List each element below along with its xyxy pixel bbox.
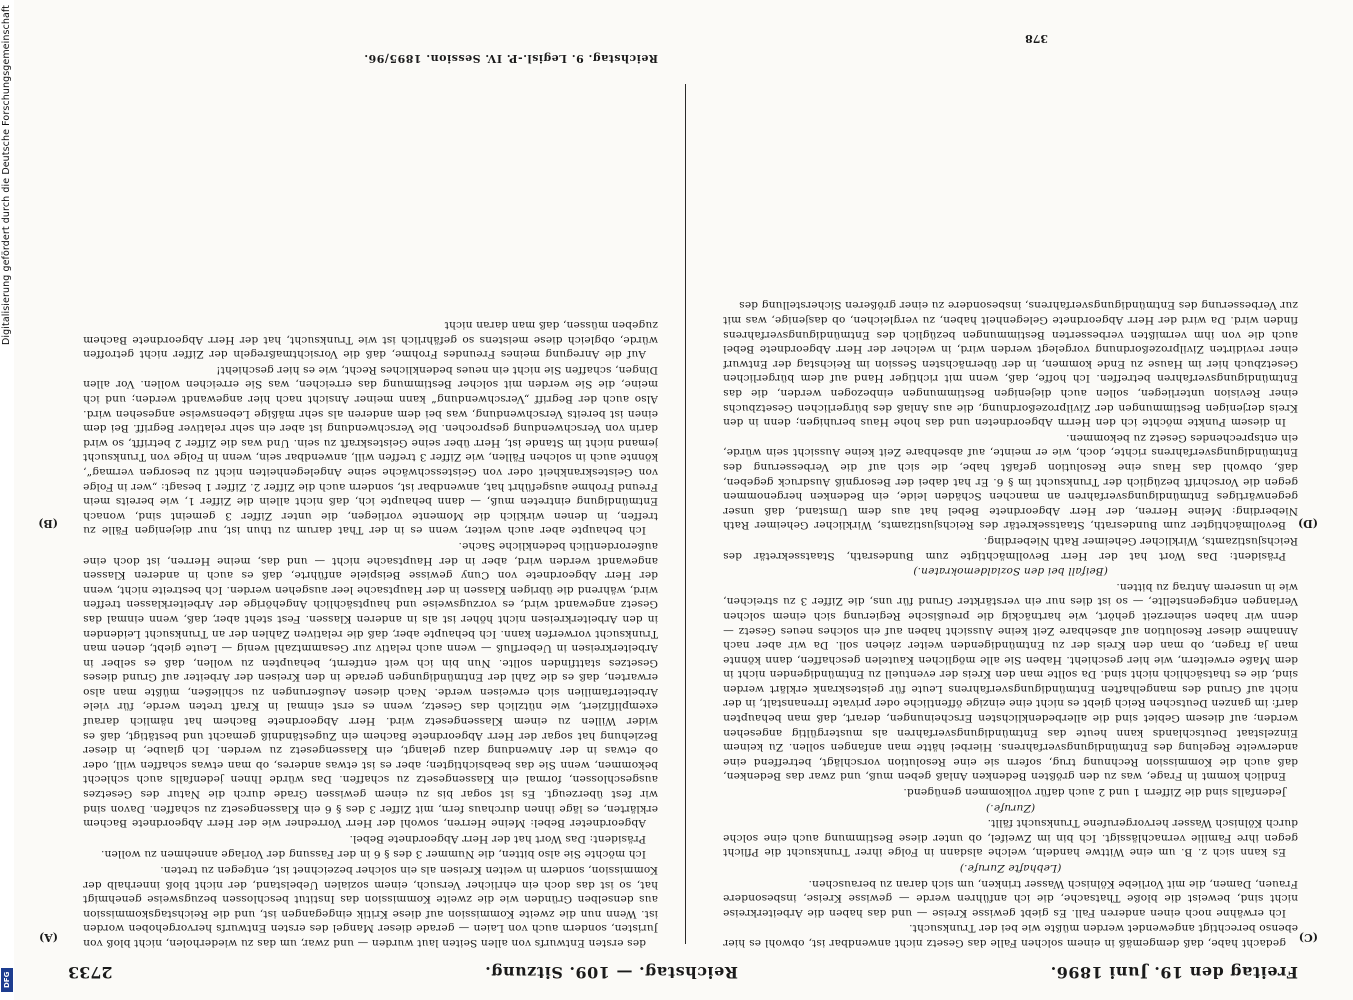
- dfg-logo: DFG: [1, 968, 13, 992]
- margin-mark-c: (C): [1298, 931, 1318, 944]
- paragraph: Es kann sich z. B. um eine Wittwe handeln, welche alsdann in Folge ihrer Trunksucht die Pflicht gegen ihre Familie vernachlässigt. Ich bin im Zweifel, ob unter diese Bestimmung auch eine solche durch Kölnisch Wasser hervorgerufene Trunksucht fällt.: [723, 817, 1298, 859]
- header-date: Freitag den 19. Juni 1896.: [1050, 963, 1298, 982]
- paragraph: Präsident: Das Wort hat der Herr Abgeordnete Bebel.: [349, 832, 646, 845]
- margin-mark-a: (A): [39, 931, 58, 944]
- text-column-left: [723, 70, 1298, 950]
- paragraph: Jedenfalls sind die Ziffern 1 und 2 auch dafür vollkommen genügend.: [903, 786, 1286, 799]
- paragraph: des ersten Entwurfs von allen Seiten laut wurden — und zwar, um das zu wiederholen, nicht bloß von Juristen, sondern auch von Laien — gerade dieser Mangel des ersten Entwurfs hervorgehoben worden ist. Wenn nun die zweite Kommission auf diese Kritik eingegangen ist, und die Reichstagskommission aus denselben Gründen wie die zweite Kommission das Institut beschlossen bezugsweise genehmigt hat, so ist das doch ein ehrlicher Versuch, einem sozialen Uebelstand, der nicht bloß innerhalb der Kommission, sondern in weiten Kreisen als ein solcher bezeichnet ist, entgegen zu treten.: [83, 864, 658, 949]
- margin-mark-b: (B): [38, 517, 58, 530]
- paragraph: Endlich kommt in Frage, was zu den größten Bedenken Anlaß geben muß, und zwar das Bedenken, daß auch die Kommission Rechnung trug, sofern sie eine Resolution vorschlägt, betreffend eine anderweite Regelung des Entmündigungsverfahrens. Hierbei hätte man anfangen sollen. Zu keinem Einzelstaat Deutschlands kann heute das Entmündigungsverfahren als mustergültig angesehen werden; auf diesem Gebiet sind die allerbedenklichsten Erscheinungen, derart, daß man behaupten darf: im ganzen Deutschen Reich giebt es nicht eine einzige öffentliche oder private Irrenanstalt, in der nicht auf Grund des mangelhaften Entmündigungsverfahrens Leute für geisteskrank erklärt werden sind, die es thatsächlich nicht sind. Da sollte man den Kreis der eventuell zu Entmündigenden nicht in dem Maße erweitern, wie hier geschieht. Haben Sie alle möglichen Kautelen geschaffen, dann könnte man ja fragen, ob man den Kreis der zu Entmündigenden weiter ziehen soll. Da wir aber nach Annahme dieser Resolution auf absehbare Zeit keine Aussicht haben auf ein solches neues Gesetz — denn wir haben seinerzeit gehört, wie hartnäckig die preußische Regierung sich einem solchen Verlangen entgegenstellte, — so ist dies nur ein verstärkter Grund für uns, die Ziffer 3 zu streichen, wie in unserem Antrag zu bitten.: [723, 580, 1298, 783]
- paragraph: Bevollmächtigter zum Bundesrath, Staatssekretär des Reichsjustizamts, Wirklicher Geheimer Rath Nieberding: Meine Herren, der Herr Abgeordnete Bebel hat aus dem Umstand, daß unser gegenwärtiges Entmündigungsverfahren an manchen Schäden leide, ein Bedenken hergenommen gegen die Vorschrift bezüglich der Trunksucht im § 6. Er hat dabei der Besorgniß Ausdruck gegeben, daß, obwohl das Haus eine Resolution gefaßt habe, die sich auf die Verbesserung des Entmündigungsverfahrens richte, doch, wie er meinte, auf absehbare Zeit keine Aussicht sein würde, ein entsprechendes Gesetz zu bekommen.: [723, 431, 1298, 532]
- interjection: (Beifall bei den Sozialdemokraten.): [913, 565, 1108, 578]
- footer-source-line: Reichstag. 9. Legisl.-P. IV. Session. 1895/96.: [363, 52, 658, 65]
- paragraph: gedacht habe, daß demgemäß in einem solchen Falle das Gesetz nicht anwendbar ist, obwohl es hier ebenso berechtigt angewendet werden müßte wie bei der Trunksucht.: [723, 922, 1298, 949]
- text-column-right: [83, 70, 658, 950]
- interjection: (Zurufe.): [985, 801, 1036, 814]
- page-header: [68, 954, 1298, 982]
- header-title: Reichstag. — 109. Sitzung.: [484, 963, 738, 982]
- column-divider: [685, 84, 686, 944]
- rotated-newspaper-page: [8, 12, 1348, 990]
- paragraph: In diesem Punkte möchte ich den Herrn Abgeordneten und das hohe Haus beruhigen; denn in den Kreis derjenigen Bestimmungen der Zivilprozeßordnung, die aus Anlaß des bürgerlichen Gesetzbuchs einer Revision unterliegen, sollen auch diejenigen Bestimmungen einbezogen werden, die das Entmündigungsverfahren betreffen. Ich hoffe, daß, wenn mit richtiger Hand auf dem bürgerlichen Gesetzbuch hier im Hause zu Ende kommen, in der übernächsten Session im Reichstag der Entwurf einer revidirten Zivilprozeßordnung vorgelegt werden wird, in welcher der Herr Abgeordnete Bebel auch die von ihm vermißten verbesserten Bestimmungen bezüglich des Entmündigungsverfahrens finden wird. Da wird der Herr Abgeordnete Gelegenheit haben, zu vergleichen, ob dasjenige, was mit zur Verbesserung des Entmündigungsverfahrens, insbesondere zu einer größeren Sicherstellung des: [723, 299, 1298, 429]
- header-page-number: 2733: [68, 963, 113, 982]
- interjection: (Lebhafte Zurufe.): [959, 862, 1062, 875]
- paragraph: Ich behaupte aber auch weiter, wenn es in der That darum zu thun ist, nur diejenigen Fälle zu treffen, in denen wirklich die Momente vorliegen, die unter Ziffer 3 gemeint sind, wonach Entmündigung eintreten muß, — dann behaupte ich, daß nicht allein die Ziffer 1, wie bereits mein Freund Frohme ausgeführt hat, anwendbar ist, sondern auch die Ziffer 2. Ziffer 1 besagt: „wer in Folge von Geisteskrankheit oder von Geistesschwäche seine Angelegenheiten nicht zu besorgen vermag“, könnte auch in solchen Fällen, wie Ziffer 3 treffen will, anwendbar sein, wenn in Folge von Trunksucht jemand nicht im Stande ist, Herr über seine Geisteskraft zu sein. Und was die Ziffer 2 betrifft, so wird darin von Verschwendung gesprochen. Die Verschwendung ist aber ein sehr relativer Begriff. Bei dem einen ist bereits Verschwendung, was bei dem anderen als sehr mäßige Lebensweise angesehen wird. Also auch der Begriff „Verschwendung“ kann meiner Ansicht nach hier angewandt werden; und ich meine, die Sie werden mit solcher Bestimmung das erreichen, was Sie erreichen wollen. Vor allen Dingen, schaffen Sie nicht ein neues bedenkliches Recht, wie es hier geschieht!: [83, 363, 658, 537]
- paragraph: Ich erwähne noch einen anderen Fall. Es giebt gewisse Kreise — und das haben die Arbeiterkreise nicht sind, beweist die bloße Thatsache, die ich anführen werde — gewisse Kreise, insbesondere Frauen, Damen, die mit Vorliebe Kölnisch Wasser trinken, um sich daran zu berauschen.: [723, 877, 1298, 919]
- paragraph: Auf die Anregung meines Freundes Frohme, daß die Vorsichtmaßregeln der Ziffer nicht getroffen würde, obgleich diese meistens so gefährlich ist wie Trunksucht, hat der Herr Abgeordnete Bachem zugeben müssen, daß man daran nicht: [83, 319, 658, 361]
- paragraph: Abgeordneter Bebel: Meine Herren, sowohl der Herr Vorredner wie der Herr Abgeordnete Bachem erklärten, es läge ihnen durchaus fern, mit Ziffer 3 des § 6 ein Klassengesetz zu schaffen. Davon sind wir fest überzeugt. Es ist sogar bis zu einem gewissen Grade durch die Natur des Gesetzes ausgeschlossen, formal ein Klassengesetz zu schaffen. Das würde Ihnen jedenfalls auch schlecht bekommen, wenn Sie das beabsichtigten; aber es ist etwas anderes, ob man etwas schaffen will, oder ob etwas in der Anwendung dazu gelangt, ein Klassengesetz zu werden. Ich glaube, in dieser Beziehung hat sogar der Herr Abgeordnete Bachem ein Zugeständniß gemacht und bestätigt, daß es wider Willen zu einem Klassengesetz wird. Herr Abgeordnete Bachem hat nämlich darauf exemplifiziert, wie nützlich das Gesetz, wenn es erst einmal in Kraft treten werde, für viele Arbeiterfamilien sich erweisen werde. Nach diesen Aeußerungen zu schließen, müßte man also erwarten, daß es die Zahl der Entmündigungen gerade in den Kreisen der Arbeiter auf Grund dieses Gesetzes stattfinden sollte. Nun bin ich weit entfernt, behaupten zu wollen, daß es selber in Arbeiterkreisen in Ueberfluß — wenn auch relativ zur Gesammtzahl wenig — Leute giebt, denen man Trunksucht vorwerfen kann. Ich behaupte aber, daß die relativen Zahlen der an Trunksucht Leidenden in den Arbeiterkreisen nicht höher ist als in anderen Klassen. Fest steht aber, daß, wenn einmal das Gesetz angewandt wird, es vorzugsweise und hauptsächlich Angehörige der Arbeiterklassen treffen wird, während die übrigen Klassen in der Hauptsache leer ausgehen werden. Ich bestreite nicht, wenn der Herr Abgeordnete von Cuny gewisse Beispiele anführte, daß es auch in anderen Klassen angewandt werden wird, aber in der Hauptsache nicht — und das, meine Herren, ist doch eine außerordentlich bedenkliche Sache.: [83, 539, 658, 830]
- footer-print-number: 378: [1025, 32, 1048, 45]
- paragraph: Präsident: Das Wort hat der Herr Bevollmächtigte zum Bundesrath, Staatssekretär des Reichsjustizamts, Wirklicher Geheimer Rath Nieberding.: [723, 534, 1298, 562]
- paragraph: Ich möchte Sie also bitten, die Nummer 3 des § 6 in der Fassung der Vorlage annehmen zu wollen.: [100, 848, 646, 861]
- digitization-funding-note: Digitalisierung gefördert durch die Deutsche Forschungsgemeinschaft: [1, 5, 12, 345]
- margin-mark-d: (D): [1298, 517, 1318, 530]
